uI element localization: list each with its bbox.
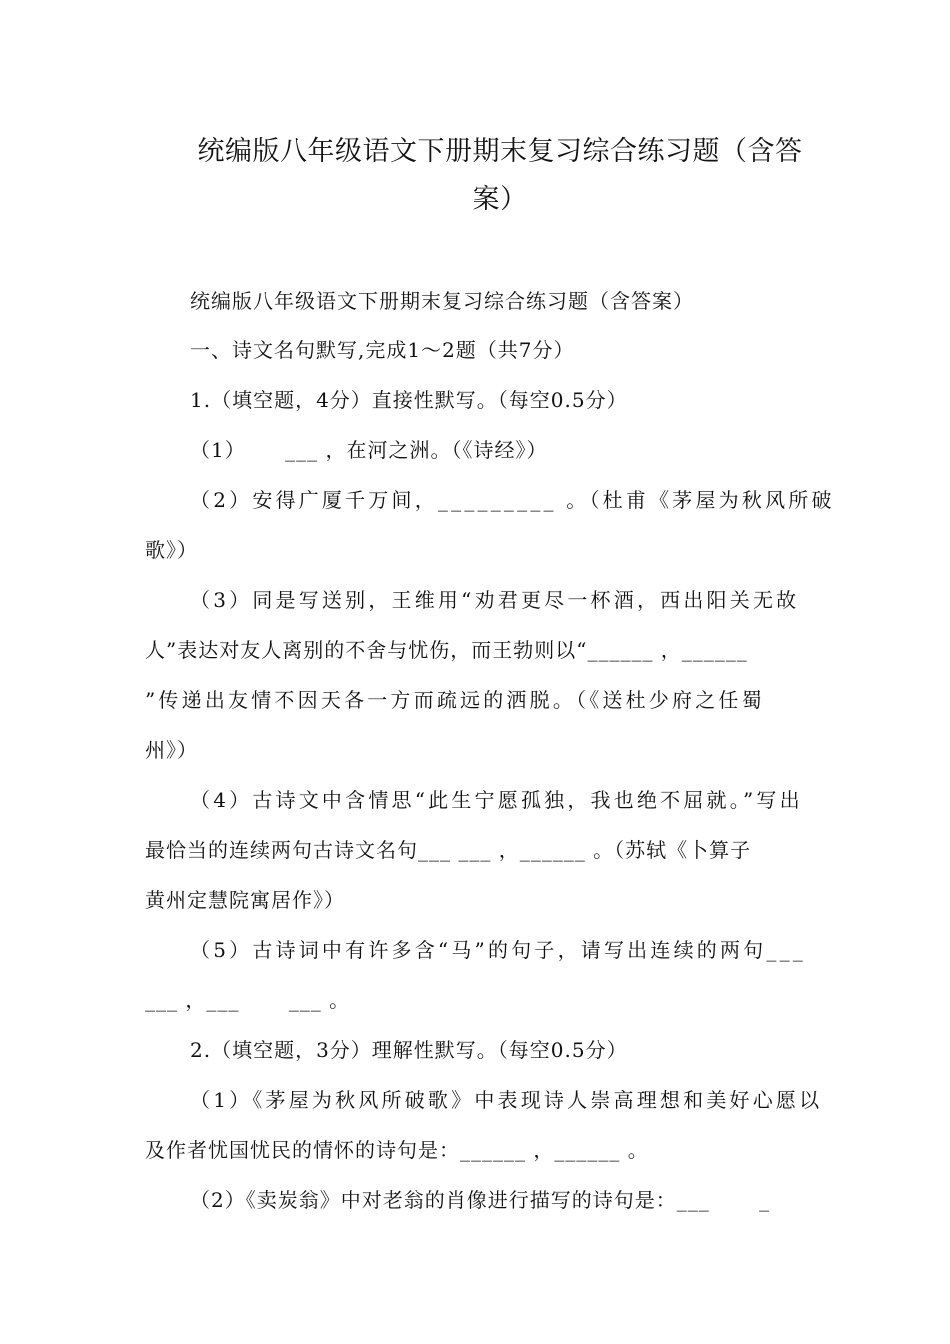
subtitle: 统编版八年级语文下册期末复习综合练习题（含答案） bbox=[190, 289, 694, 313]
question-1-item-2-line-1: （2）安得广厦千万间，_________ 。（杜甫《茅屋为秋风所破 bbox=[190, 488, 835, 512]
question-1-item-2-line-2: 歌》） bbox=[145, 538, 198, 562]
question-1-item-4-line-3: 黄州定慧院寓居作》） bbox=[145, 888, 345, 912]
section-heading: 一、诗文名句默写,完成1～2题（共7分） bbox=[190, 338, 575, 362]
question-1-item-4-line-1: （4）古诗文中含情思“此生宁愿孤独，我也绝不屈就。”写出 bbox=[190, 788, 803, 812]
question-1-item-3-line-2: 人”表达对友人离别的不舍与忧伤，而王勃则以“______ ，______ bbox=[145, 638, 748, 662]
question-1-item-4-line-2: 最恰当的连续两句古诗文名句___ ___ ，______ 。（苏轼《卜算子 bbox=[145, 838, 752, 862]
question-1-item-5-line-2: ___ ，___ ___ 。 bbox=[145, 988, 351, 1012]
title-line-2: 案） bbox=[472, 184, 528, 215]
question-2-heading: 2.（填空题，3分）理解性默写。（每空0.5分） bbox=[190, 1038, 628, 1062]
question-1-item-5-line-1: （5）古诗词中有许多含“马”的句子，请写出连续的两句___ bbox=[190, 938, 806, 962]
question-1-item-3-line-1: （3）同是写送别，王维用“劝君更尽一杯酒，西出阳关无故 bbox=[190, 588, 800, 612]
question-1-item-3-line-3: ”传递出友情不因天各一方而疏远的洒脱。（《送杜少府之任蜀 bbox=[145, 688, 765, 712]
title-line-1: 统编版八年级语文下册期末复习综合练习题（含答 bbox=[197, 136, 803, 167]
question-2-item-1-line-2: 及作者忧国忧民的情怀的诗句是：______ ，______ 。 bbox=[145, 1138, 649, 1162]
question-1-item-1: （1） ___ ，在河之洲。（《诗经》） bbox=[190, 438, 548, 462]
question-2-item-2-line-1: （2）《卖炭翁》中对老翁的肖像进行描写的诗句是：___ _ bbox=[190, 1188, 771, 1212]
question-1-heading: 1.（填空题，4分）直接性默写。（每空0.5分） bbox=[190, 388, 628, 412]
question-2-item-1-line-1: （1）《茅屋为秋风所破歌》中表现诗人崇高理想和美好心愿以 bbox=[190, 1088, 823, 1112]
question-1-item-3-line-4: 州》） bbox=[145, 738, 198, 762]
